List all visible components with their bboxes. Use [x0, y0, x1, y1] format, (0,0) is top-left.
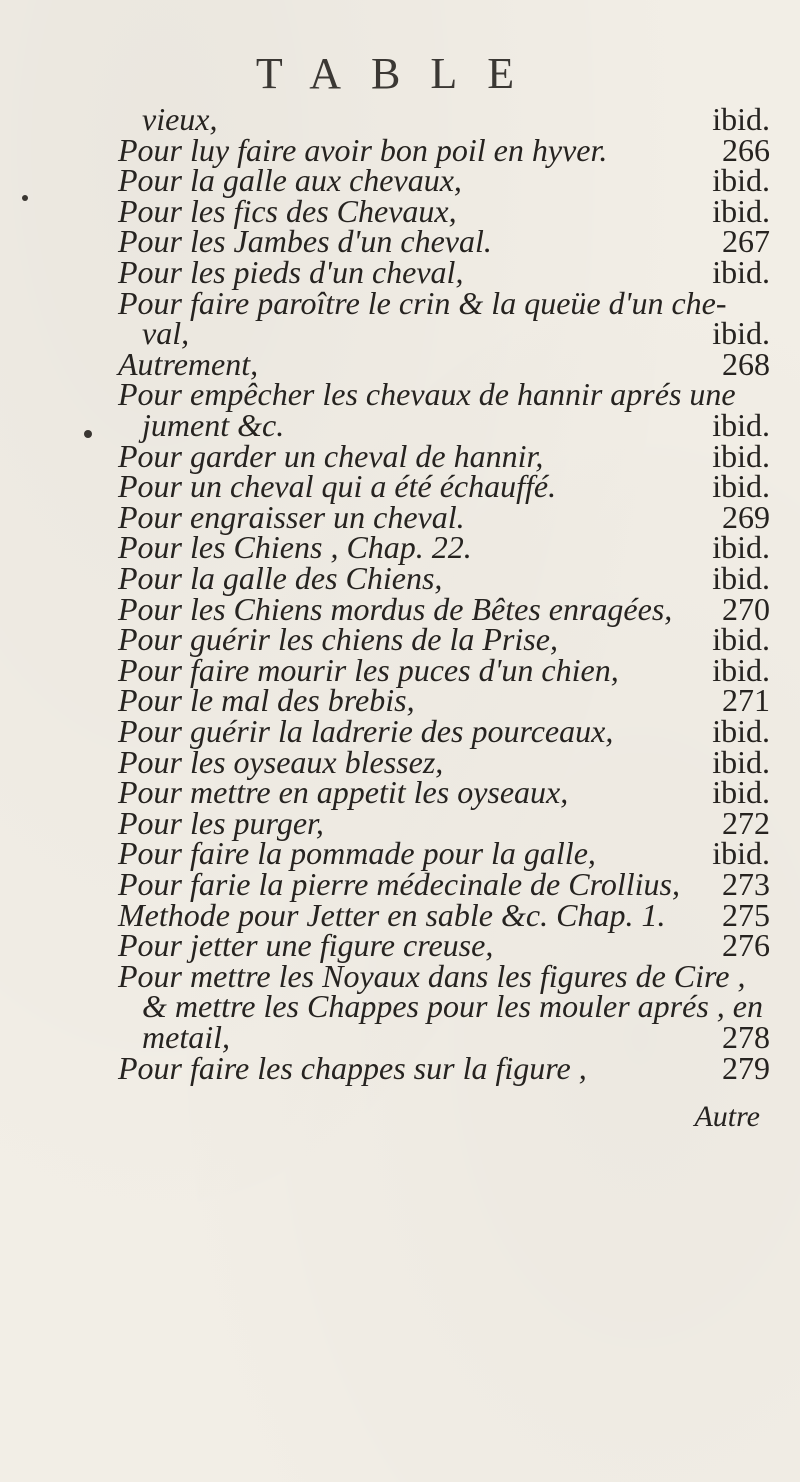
- entry-page-number: 276: [722, 927, 770, 964]
- entry-page-number: ibid.: [712, 468, 770, 505]
- entry-page-number: ibid.: [712, 743, 770, 780]
- entry-text: Pour luy faire avoir bon poil en hyver.: [118, 131, 608, 168]
- entry-page-number: 272: [722, 804, 770, 841]
- entry-page-number: ibid.: [712, 192, 770, 229]
- entry-text: Pour les Chiens , Chap. 22.: [118, 529, 472, 566]
- entry-text: Pour les fics des Chevaux,: [118, 192, 457, 229]
- entry-page-number: ibid.: [712, 254, 770, 290]
- entry-page-number: 271: [722, 682, 770, 719]
- entry-page-number: 279: [722, 1049, 770, 1086]
- entry-text: Pour faire la pommade pour la galle,: [118, 835, 596, 872]
- entry-text: Pour garder un cheval de hannir,: [118, 437, 544, 474]
- entry-page-number: ibid.: [712, 101, 770, 137]
- entry-text: Pour la galle des Chiens,: [118, 560, 443, 596]
- entry-page-number: 268: [722, 345, 770, 382]
- entry-page-number: 267: [722, 223, 770, 260]
- entry-page-number: ibid.: [712, 162, 770, 199]
- entry-page-number: 278: [722, 1019, 770, 1055]
- entry-page-number: ibid.: [712, 835, 770, 872]
- entry-page-number: ibid.: [712, 621, 770, 658]
- entry-text: Pour les Jambes d'un cheval.: [118, 223, 492, 260]
- entry-text: Pour mettre les Noyaux dans les figures de Cire ,: [118, 957, 746, 994]
- entry-page-number: ibid.: [712, 315, 770, 352]
- entry-text: Pour les purger,: [118, 804, 324, 841]
- entry-text: Pour faire les chappes sur la figure ,: [118, 1049, 587, 1086]
- entry-text: Methode pour Jetter en sable &c. Chap. 1.: [118, 896, 666, 933]
- entry-text: Pour engraisser un cheval.: [118, 498, 465, 535]
- entry-text: Pour guérir la ladrerie des pourceaux,: [118, 713, 614, 749]
- entry-text: vieux,: [142, 101, 218, 137]
- entry-page-number: 269: [722, 498, 770, 535]
- entry-text: Pour les pieds d'un cheval,: [118, 254, 464, 290]
- index-entry: [0, 1049, 800, 1087]
- entry-text: Pour guérir les chiens de la Prise,: [118, 621, 558, 658]
- entry-text: Pour farie la pierre médecinale de Crollius,: [118, 866, 680, 902]
- page-header-title: TABLE: [255, 49, 545, 98]
- entry-page-number: 275: [722, 896, 770, 933]
- entry-page-number: ibid.: [712, 713, 770, 749]
- entry-page-number: ibid.: [712, 560, 770, 596]
- entry-text: & mettre les Chappes pour les mouler aprés , en: [142, 988, 763, 1025]
- entry-text: Pour jetter une figure creuse,: [118, 927, 494, 964]
- entry-page-number: ibid.: [712, 651, 770, 688]
- entry-text: metail,: [142, 1019, 230, 1055]
- entry-text: Pour empêcher les chevaux de hannir aprés une: [118, 376, 736, 413]
- entry-page-number: 266: [722, 131, 770, 168]
- entry-text: val,: [142, 315, 190, 352]
- entry-page-number: ibid.: [712, 437, 770, 474]
- entry-text: Pour faire paroître le crin & la queüe d'un che-: [118, 284, 727, 321]
- entry-text: Pour la galle aux chevaux,: [118, 162, 462, 199]
- entry-page-number: ibid.: [712, 774, 770, 811]
- entry-page-number: 270: [722, 590, 770, 627]
- entry-text: Pour mettre en appetit les oyseaux,: [118, 774, 569, 811]
- entry-page-number: ibid.: [712, 529, 770, 566]
- entry-text: Pour les oyseaux blessez,: [118, 743, 444, 780]
- entry-text: Pour le mal des brebis,: [118, 682, 415, 719]
- entry-page-number: 273: [722, 866, 770, 902]
- catchword: Autre: [694, 1100, 760, 1133]
- entry-text: Pour les Chiens mordus de Bêtes enragées,: [118, 590, 673, 627]
- entry-text: jument &c.: [142, 407, 285, 443]
- entry-page-number: ibid.: [712, 407, 770, 443]
- entry-text: Pour un cheval qui a été échauffé.: [118, 468, 557, 505]
- entry-text: Pour faire mourir les puces d'un chien,: [118, 651, 619, 688]
- entry-text: Autrement,: [118, 345, 259, 382]
